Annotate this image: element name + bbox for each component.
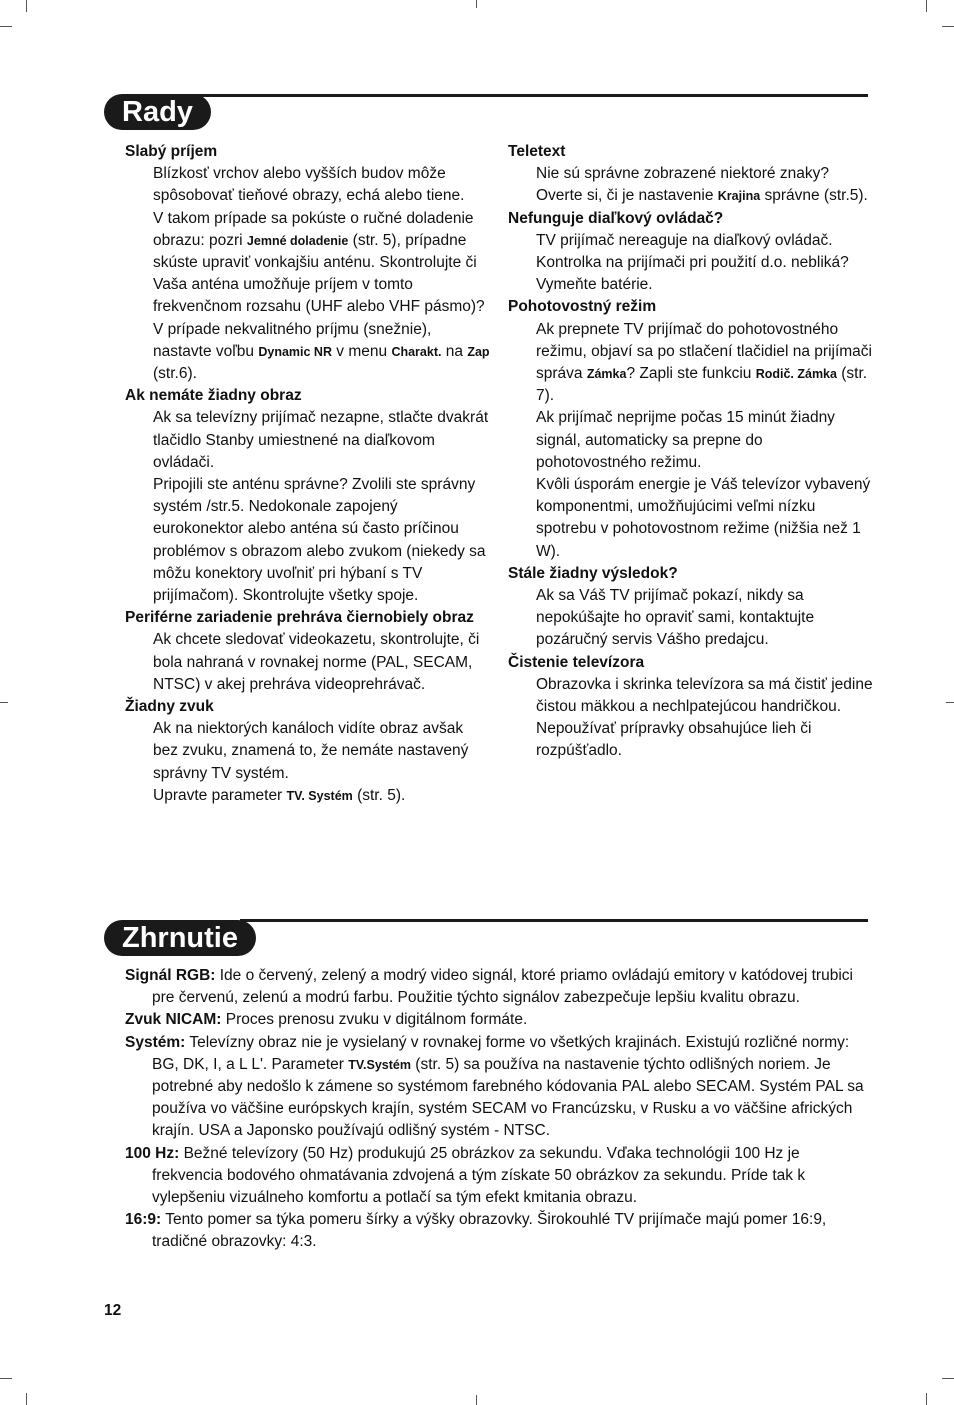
glossary-entry: [125, 965, 870, 1009]
tip-paragraph: [536, 674, 873, 718]
tip-paragraph: [536, 163, 873, 207]
text-run: TV prijímač nereaguje na diaľkový ovládač. Kontrolka na prijímači pri použití d.o. nebliká? Vymeňte batérie.: [536, 231, 849, 294]
text-run: Nie sú správne zobrazené niektoré znaky? Overte si, či je nastavenie: [536, 165, 829, 205]
text-run: na: [441, 342, 468, 360]
tip-paragraph: [153, 785, 490, 807]
zhrnutie-rule: [240, 919, 868, 922]
text-run: Nepoužívať prípravky obsahujúce lieh či rozpúšťadlo.: [536, 720, 812, 760]
glossary-term: 100 Hz:: [125, 1144, 180, 1162]
text-run: v menu: [331, 342, 392, 360]
tip-heading: Čistenie televízora: [508, 653, 645, 671]
glossary-entry: [125, 1032, 870, 1143]
tip-paragraph: [153, 718, 490, 785]
text-run: V prípade nekvalitného príjmu (snežnie), nastavte voľbu: [153, 320, 432, 360]
tip-paragraph: [536, 474, 873, 563]
glossary-entry: [125, 1143, 870, 1210]
text-run: Ide o červený, zelený a modrý video signál, ktoré priamo ovládajú emitory v katódovej trubici pre červenú, zelenú a modrú farbu. Použitie týchto signálov zabezpečuje lepšiu kvalitu obrazu.: [152, 967, 853, 1007]
text-run: Bežné televízory (50 Hz) produkujú 25 obrázkov za sekundu. Vďaka technológii 100 Hz je frekvencia bodového ohmatávania zdvojená a tým získate 50 obrázkov za sekundu. Príde tak k vylepšeniu vizuálneho komfortu a potlačí sa tým efekt kmitania obrazu.: [152, 1144, 806, 1207]
text-run: (str. 7).: [536, 365, 868, 405]
crop-mark: [946, 702, 954, 703]
text-run: správne (str.5).: [760, 187, 868, 205]
text-run: Blízkosť vrchov alebo vyšších budov môže spôsobovať tieňové obrazy, echá alebo tiene.: [153, 165, 465, 205]
text-run: Ak na niektorých kanáloch vidíte obraz avšak bez zvuku, znamená to, že nemáte nastavený správny TV systém.: [153, 720, 469, 782]
tip-paragraph: [536, 585, 873, 652]
tip-paragraph: [536, 319, 873, 408]
glossary-term: Signál RGB:: [125, 967, 216, 984]
text-run: ? Zapli ste funkciu: [626, 365, 756, 383]
tip-heading: Teletext: [508, 143, 566, 160]
rady-left-column: [125, 141, 490, 807]
tip-heading: Periférne zariadenie prehráva čiernobiely obraz: [125, 609, 474, 627]
tip-heading: Ak nemáte žiadny obraz: [125, 387, 302, 405]
zhrnutie-title: Zhrnutie: [104, 920, 256, 956]
menu-keyword: Zap: [467, 344, 490, 359]
crop-mark: [0, 702, 8, 703]
crop-mark: [926, 0, 927, 12]
glossary: [125, 965, 870, 1254]
glossary-entry: [125, 1209, 870, 1253]
tip-paragraph: [536, 230, 873, 297]
tip-paragraph: [153, 319, 490, 386]
text-run: V takom prípade sa pokúste o ručné doladenie obrazu: pozri: [153, 209, 474, 249]
tip-heading: Nefunguje diaľkový ovládač?: [508, 209, 724, 227]
text-run: Tento pomer sa týka pomeru šírky a výšky obrazovky. Širokouhlé TV prijímače majú pomer 16:9, tradičné obrazovky: 4:3.: [152, 1211, 827, 1251]
text-run: Ak sa televízny prijímač nezapne, stlačte dvakrát tlačidlo Stanby umiestnené na diaľkovom ovládači.: [153, 409, 489, 471]
text-run: Ak sa Váš TV prijímač pokazí, nikdy sa nepokúšajte ho opraviť sami, kontaktujte pozáručný servis Vášho predajcu.: [536, 587, 815, 649]
menu-keyword: TV.Systém: [348, 1057, 411, 1072]
glossary-term: Systém:: [125, 1033, 186, 1051]
text-run: Ak prepnete TV prijímač do pohotovostného režimu, objaví sa po stlačení tlačidiel na prijímači správa: [536, 320, 872, 383]
crop-mark: [942, 26, 954, 27]
text-run: Pripojili ste anténu správne? Zvolili ste správny systém /str.5. Nedokonale zapojený eurokonektor alebo anténa sú často príčinou problémov s obrazom alebo zvukom (niekedy sa môžu konektory uvoľniť pri hýbaní s TV prijímačom). Skontrolujte všetky spoje.: [153, 476, 486, 605]
tip-paragraph: [536, 718, 873, 762]
tip-paragraph: [153, 407, 490, 474]
menu-keyword: Zámka: [586, 367, 627, 382]
text-run: Televízny obraz nie je vysielaný v rovnakej forme vo všetkých krajinách. Existujú rozličné normy: BG, DK, I, a L L'. Parameter: [152, 1033, 850, 1073]
glossary-term: Zvuk NICAM:: [125, 1011, 222, 1029]
text-run: (str. 5), prípadne skúste upraviť vonkajšiu anténu. Skontrolujte či Vaša anténa umožňuje príjem v tomto frekvenčnom rozsahu (UHF alebo VHF pásmo)?: [153, 231, 485, 316]
crop-mark: [0, 1378, 12, 1379]
text-run: (str. 5).: [352, 786, 406, 804]
rady-title: Rady: [104, 94, 211, 130]
tip-paragraph: [153, 629, 490, 696]
text-run: Upravte parameter: [153, 786, 287, 804]
rady-rule: [190, 94, 868, 97]
text-run: Kvôli úsporám energie je Váš televízor vybavený komponentmi, umožňujúcimi veľmi nízku spotrebu v pohotovostnom režime (nižšia než 1 W).: [536, 476, 871, 560]
crop-mark: [926, 1393, 927, 1405]
glossary-entry: [125, 1009, 870, 1031]
menu-keyword: TV. Systém: [286, 788, 353, 803]
menu-keyword: Krajina: [717, 189, 761, 204]
crop-mark: [26, 0, 27, 12]
crop-mark: [476, 0, 477, 8]
page-number: 12: [104, 1302, 122, 1319]
text-run: Proces prenosu zvuku v digitálnom formáte.: [221, 1011, 528, 1029]
tip-heading: Žiadny zvuk: [125, 698, 214, 716]
crop-mark: [476, 1395, 477, 1405]
rady-right-column: [508, 141, 873, 763]
crop-mark: [26, 1393, 27, 1405]
tip-paragraph: [536, 407, 873, 474]
menu-keyword: Rodič. Zámka: [755, 367, 837, 382]
menu-keyword: Jemné doladenie: [246, 233, 349, 248]
tip-heading: Slabý príjem: [125, 143, 218, 160]
tip-paragraph: [153, 163, 490, 207]
text-run: (str. 5) sa používa na nastavenie týchto odlišných noriem. Je potrebné aby nedošlo k zámene so systémom farebného kódovania PAL alebo SECAM. Systém PAL sa používa vo väčšine európskych krajín, systém SECAM vo Francúzsku, v Rusku a vo väčšine afrických krajín. USA a Japonsko používajú odlišný systém - NTSC.: [152, 1055, 864, 1140]
tip-heading: Pohotovostný režim: [508, 298, 657, 316]
tip-heading: Stále žiadny výsledok?: [508, 564, 678, 582]
text-run: (str.6).: [153, 365, 197, 383]
crop-mark: [942, 1378, 954, 1379]
tip-paragraph: [153, 474, 490, 607]
menu-keyword: Charakt.: [391, 344, 442, 359]
text-run: Ak chcete sledovať videokazetu, skontrolujte, či bola nahraná v rovnakej norme (PAL, SECAM, NTSC) v akej prehráva videoprehrávač.: [153, 631, 480, 693]
text-run: Obrazovka i skrinka televízora sa má čistiť jedine čistou mäkkou a nechlpatejúcou handričkou.: [536, 675, 873, 716]
crop-mark: [0, 26, 12, 27]
menu-keyword: Dynamic NR: [258, 344, 332, 359]
glossary-term: 16:9:: [125, 1211, 162, 1229]
tip-paragraph: [153, 208, 490, 319]
text-run: Ak prijímač neprijme počas 15 minút žiadny signál, automaticky sa prepne do pohotovostného režimu.: [536, 409, 835, 471]
